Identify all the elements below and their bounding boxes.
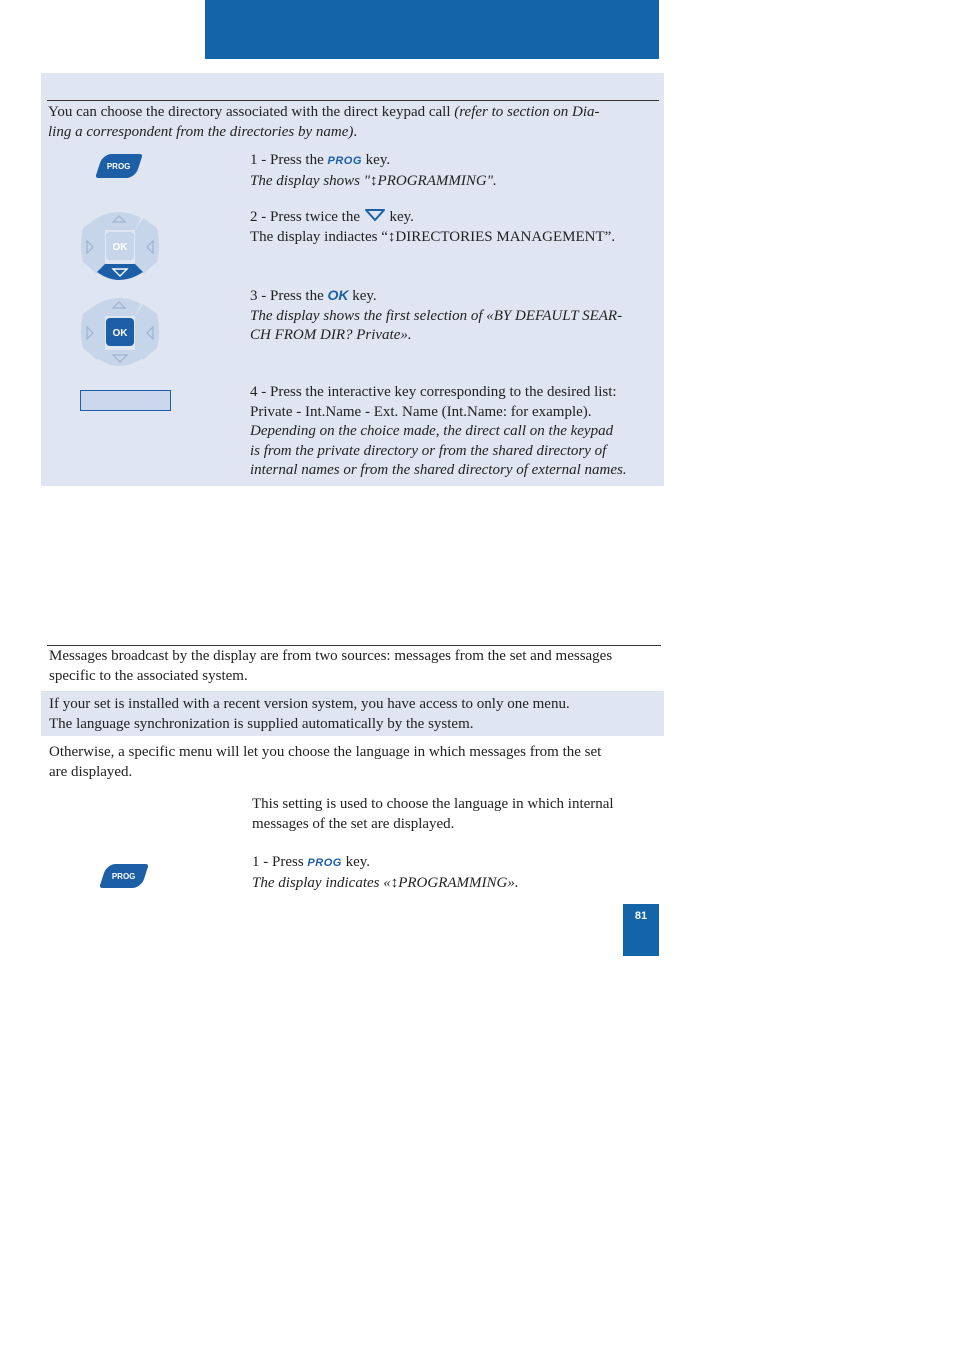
setting-description: This setting is used to choose the language in which internal messages of the set are displayed. bbox=[252, 796, 614, 832]
svg-text:OK: OK bbox=[112, 242, 128, 253]
step-3-display: The display shows the first selection of «BY DEFAULT SEAR- bbox=[250, 307, 623, 324]
step-2: 2 - Press twice the key. The display indiactes “↕DIRECTORIES MANAGEMENT”. bbox=[250, 209, 616, 245]
note-text: If your set is installed with a recent version system, you have access to only one menu. The language synchronization is supplied automatically by the system. bbox=[49, 696, 570, 732]
intro-paragraph bbox=[48, 103, 648, 142]
intro-text: You can choose the directory associated with the direct keypad call bbox=[48, 104, 455, 120]
down-arrow-inline-icon bbox=[364, 208, 386, 222]
intro-reference: (refer to section on Dia- bbox=[454, 104, 600, 120]
step-1-language-display: The display indicates «↕PROGRAMMING». bbox=[252, 874, 519, 891]
step-1-language: 1 - Press PROG key. The display indicates «↕PROGRAMMING». bbox=[252, 854, 519, 891]
step-1-display: The display shows "↕PROGRAMMING". bbox=[250, 172, 497, 189]
intro-reference-cont: ling a correspondent from the directories by name) bbox=[48, 123, 354, 140]
svg-text:OK: OK bbox=[112, 328, 128, 339]
messages-paragraph: Messages broadcast by the display are from two sources: messages from the set and messages specific to the associated system. bbox=[49, 648, 613, 684]
section-rule bbox=[47, 100, 659, 101]
intro-end: . bbox=[353, 123, 358, 140]
ok-key-inline-icon: OK bbox=[327, 287, 349, 303]
step-3: 3 - Press the OK key. The display shows the first selection of «BY DEFAULT SEAR- CH FROM DIR? Private». bbox=[250, 287, 623, 343]
step-3-display-cont: CH FROM DIR? Private». bbox=[250, 327, 412, 343]
navigator-ok-icon bbox=[79, 294, 161, 372]
prog-key-inline-icon: PROG bbox=[327, 155, 362, 167]
page-number: 81 bbox=[623, 904, 659, 956]
step-4: 4 - Press the interactive key corresponding to the desired list: Private - Int.Name - Ext. Name (Int.Name: for example). Depending on the choice made, the direct call on the keypad is from the private directory or from the shared directory of internal names or from the shared directory of external names. bbox=[250, 384, 627, 478]
navigator-down-icon bbox=[79, 208, 161, 286]
interactive-softkey-icon bbox=[80, 390, 171, 411]
prog-key-icon-2: PROG bbox=[99, 864, 149, 888]
step-1: 1 - Press the PROG key. The display shows "↕PROGRAMMING". bbox=[250, 152, 497, 189]
prog-key-icon: PROG bbox=[95, 154, 143, 178]
section-rule-2 bbox=[47, 645, 661, 646]
otherwise-paragraph: Otherwise, a specific menu will let you choose the language in which messages from the set are displayed. bbox=[49, 744, 602, 780]
prog-key-inline-icon-2: PROG bbox=[307, 857, 342, 869]
header-banner bbox=[205, 0, 659, 59]
step-2-display: The display indiactes “↕DIRECTORIES MANAGEMENT”. bbox=[250, 228, 616, 245]
